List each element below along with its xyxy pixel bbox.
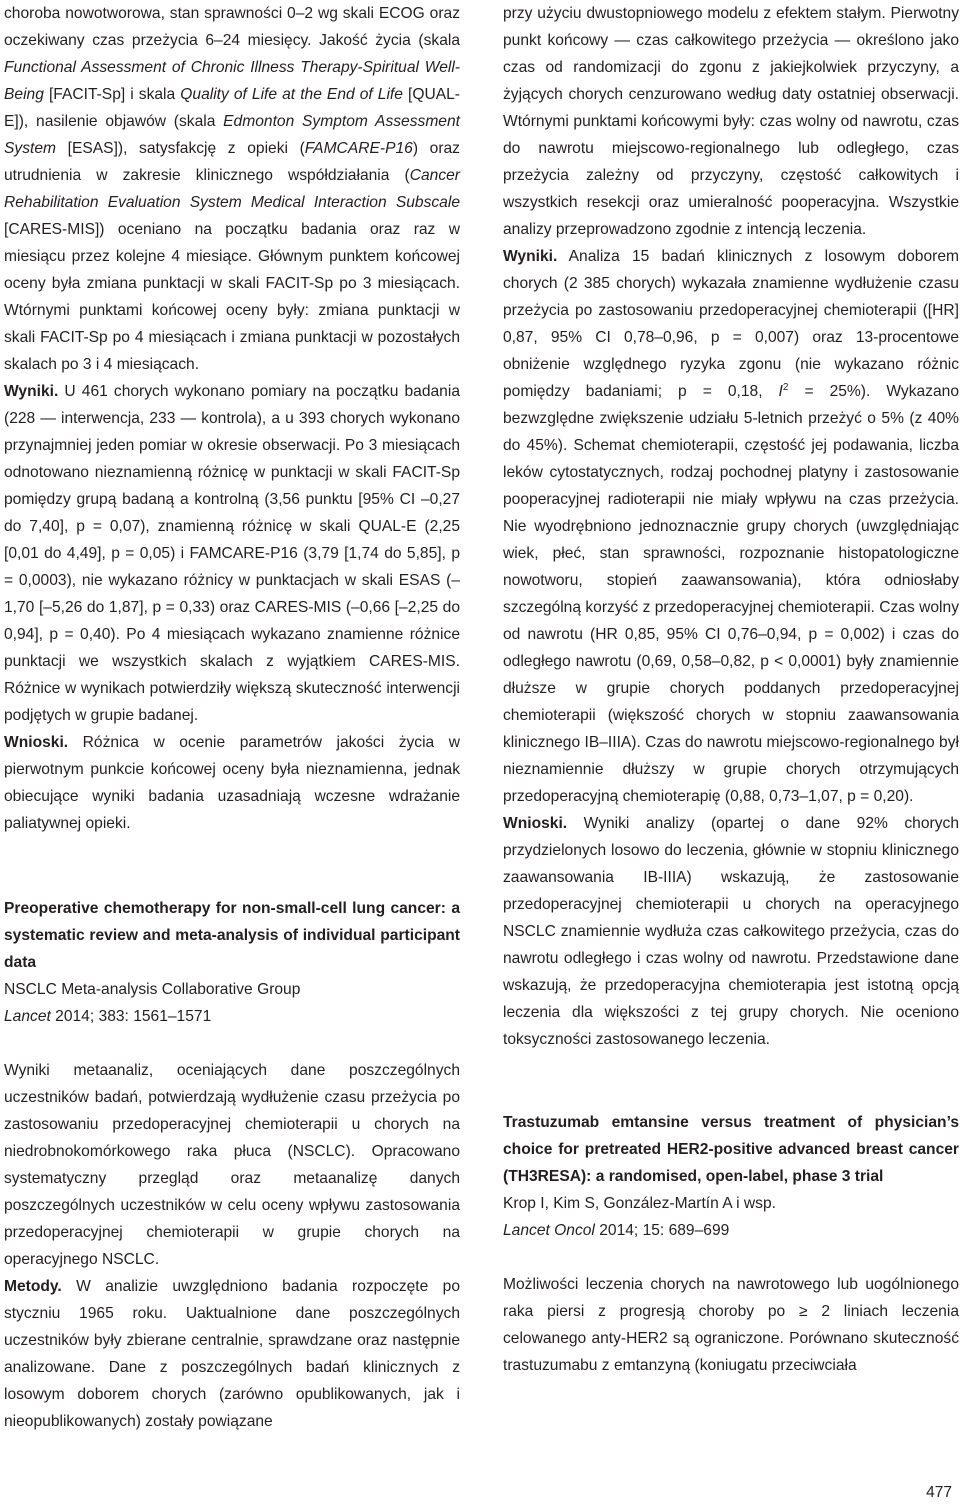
results-paragraph: Wyniki. U 461 chorych wykonano pomiary na początku badania (228 — interwencja, 233 — kontrola), a u 393 chorych wykonano przynajmniej jeden pomiar w okresie obserwacji. Po 3 miesiącach odnotowano nieznamienną różnicę w punktacji w skali FACIT-Sp pomiędzy grupą badaną a kontrolną (3,56 punktu [95% CI –0,27 do 7,40], p = 0,07), znamienną różnicę w skali QUAL-E (2,25 [0,01 do 4,49], p = 0,05) i FAMCARE-P16 (3,79 [1,74 do 5,85], p = 0,0003), nie wykazano różnicy w punktacjach w skali ESAS (–1,70 [–5,26 do 1,87], p = 0,33) oraz CARES-MIS (–0,66 [–2,25 do 0,94], p = 0,40). Po 4 miesiącach wykazano znamienne różnice punktacji we wszystkich skalach z wyjątkiem CARES-MIS. Różnice w wynikach potwierdziły większą skuteczność interwencji podjętych w grupie badanej. xyxy=(4,383,460,724)
conclusions-paragraph: Wnioski. Wyniki analizy (opartej o dane 92% chorych przydzielonych losowo do leczenia, głównie w stopniu klinicznego zaawansowania IB-IIIA) wskazują, że zastosowanie przedoperacyjnej chemioterapii u chorych na operacyjnego NSCLC znamiennie wydłuża czas całkowitego przeżycia, czas do nawrotu odległego i czas wolny od nawrotu. Przedstawione dane wskazują, że przedoperacyjna chemioterapia jest istotną opcją leczenia dla większości z tej grupy chorych. Nie oceniono toksyczności zastosowanego leczenia. xyxy=(503,815,959,1048)
results-label: Wyniki. xyxy=(4,383,59,400)
results-label: Wyniki. xyxy=(503,248,558,265)
conclusions-label: Wnioski. xyxy=(503,815,568,832)
article-title: Preoperative chemotherapy for non-small-cell lung cancer: a systematic review and meta-analysis of individual participant data xyxy=(4,900,460,971)
article-header xyxy=(4,895,460,1030)
methods-paragraph: Metody. W analizie uwzględniono badania rozpoczęte po styczniu 1965 roku. Uaktualnione dane poszczególnych uczestników były zbierane centralnie, sprawdzane oraz następnie analizowane. Dane z poszczególnych badań klinicznych z losowym doborem chorych (zarówno opublikowanych, jak i nieopublikowanych) zostały powiązane xyxy=(4,1278,460,1430)
article-citation: Lancet Oncol 2014; 15: 689–699 xyxy=(503,1222,730,1239)
conclusions-label: Wnioski. xyxy=(4,734,69,751)
article-authors: Krop I, Kim S, González-Martín A i wsp. xyxy=(503,1195,776,1212)
article-intro-paragraph: Wyniki metaanaliz, oceniających dane poszczególnych uczestników badań, potwierdzają wydłużenie czasu przeżycia po zastosowaniu przedoperacyjnej chemioterapii u chorych na niedrobnokomórkowego raka płuca (NSCLC). Opracowano systematyczny przegląd oraz metaanalizę danych poszczególnych uczestników w celu oceny wpływu zastosowania przedoperacyjnej chemioterapii w grupie chorych na operacyjnego NSCLC. xyxy=(4,1062,460,1268)
continued-methods-paragraph: przy użyciu dwustopniowego modelu z efektem stałym. Pierwotny punkt końcowy — czas całkowitego przeżycia — określono jako czas od randomizacji do zgonu z jakiejkolwiek przyczyny, a żyjących chorych cenzurowano według daty ostatniej obserwacji. Wtórnymi punktami końcowymi były: czas wolny od nawrotu, czas do nawrotu miejscowo-regionalnego lub odległego, czas przeżycia zależny od przyczyny, częstość całkowitych i wszystkich resekcji oraz umieralność pooperacyjna. Wszystkie analizy przeprowadzono zgodnie z intencją leczenia. xyxy=(503,5,959,238)
results-paragraph: Wyniki. Analiza 15 badań klinicznych z losowym doborem chorych (2 385 chorych) wykazała znamienne wydłużenie czasu przeżycia po zastosowaniu przedoperacyjnej chemioterapii ([HR] 0,87, 95% CI 0,78–0,96, p = 0,007) oraz 13-procentowe obniżenie względnego ryzyka zgonu (nie wykazano różnic pomiędzy badaniami; p = 0,18, $I^2 = 25\%$). Wykazano bezwzględne zwiększenie udziału 5-letnich przeżyć o 5% (z 40% do 45%). Schemat chemioterapii, częstość jej podawania, liczba leków cytostatycznych, rodzaj pochodnej platyny i zastosowanie pooperacyjnej radioterapii nie miały wpływu na czas przeżycia. Nie wyodrębniono jednoznacznie grupy chorych (uwzględniając wiek, płeć, stan sprawności, rozpoznanie histopatologiczne nowotworu, stopień zaawansowania), która odniosłaby szczególną korzyść z przedoperacyjnej chemioterapii. Czas wolny od nawrotu (HR 0,85, 95% CI 0,76–0,94, p = 0,002) i czas do odległego nawrotu (0,69, 0,58–0,82, p < 0,0001) były znamiennie dłuższe w grupie chorych poddanych przedoperacyjnej chemioterapii (większość chorych w stopniu zaawansowania klinicznego IB–IIIA). Czas do nawrotu miejscowo-regionalnego był nieznamiennie dłuższy w grupie chorych otrzymujących przedoperacyjną chemioterapię (0,88, 0,73–1,07, p = 0,20). xyxy=(503,248,959,805)
right-column xyxy=(503,0,959,1379)
article-header xyxy=(503,1109,959,1244)
conclusions-paragraph: Wnioski. Różnica w ocenie parametrów jakości życia w pierwotnym punkcie końcowej oceny była nieznamienna, jednak obiecujące wyniki badania uzasadniają wczesne wdrażanie paliatywnej opieki. xyxy=(4,734,460,832)
article-intro-paragraph: Możliwości leczenia chorych na nawrotowego lub uogólnionego raka piersi z progresją choroby po ≥ 2 liniach leczenia celowanego anty-HER2 są ograniczone. Porównano skuteczność trastuzumabu z emtanzyną (koniugatu przeciwciała xyxy=(503,1276,959,1374)
study-methods-paragraph: choroba nowotworowa, stan sprawności 0–2 wg skali ECOG oraz oczekiwany czas przeżycia 6–24 miesięcy. Jakość życia (skala Functional Assessment of Chronic Illness Therapy-Spiritual Well-Being [FACIT-Sp] i skala Quality of Life at the End of Life [QUAL-E]), nasilenie objawów (skala Edmonton Symptom Assessment System [ESAS]), satysfakcję z opieki (FAMCARE-P16) oraz utrudnienia w zakresie klinicznego współdziałania (Cancer Rehabilitation Evaluation System Medical Interaction Subscale [CARES-MIS]) oceniano na początku badania oraz raz w miesiącu przez kolejne 4 miesiące. Głównym punktem końcowej oceny była zmiana punktacji w skali FACIT-Sp po 3 miesiącach. Wtórnymi punktami końcowej oceny były: zmiana punktacji w skali FACIT-Sp po 4 miesiącach i zmiana punktacji w pozostałych skalach po 3 i 4 miesiącach. xyxy=(4,5,461,373)
article-title: Trastuzumab emtansine versus treatment of physician’s choice for pretreated HER2-positive advanced breast cancer (TH3RESA): a randomised, open-label, phase 3 trial xyxy=(503,1114,959,1185)
left-column xyxy=(4,0,460,1435)
article-citation: Lancet 2014; 383: 1561–1571 xyxy=(4,1008,212,1025)
methods-label: Metody. xyxy=(4,1278,62,1295)
page-number: 477 xyxy=(926,1484,952,1501)
article-authors: NSCLC Meta-analysis Collaborative Group xyxy=(4,981,301,998)
